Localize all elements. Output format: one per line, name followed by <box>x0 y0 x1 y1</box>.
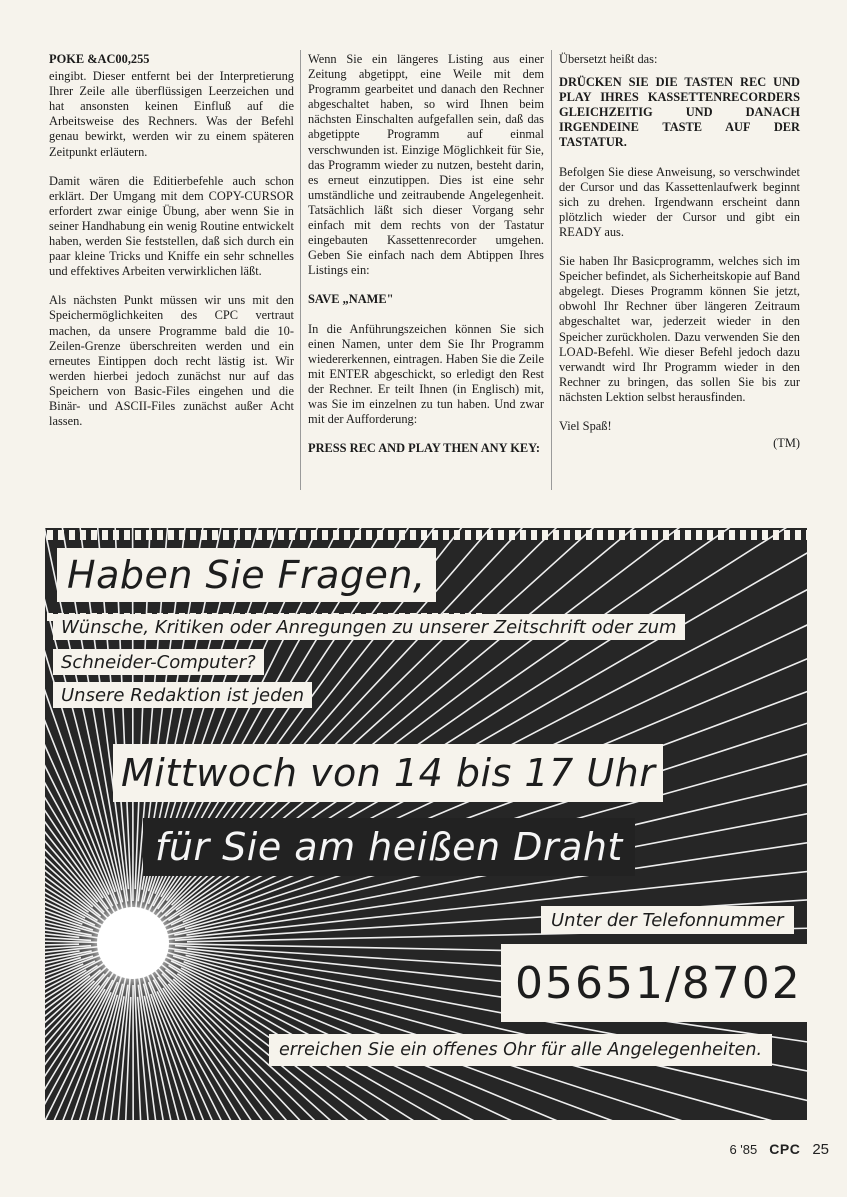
tick-mark <box>245 530 251 540</box>
issue-label: 6 '85 <box>729 1142 758 1157</box>
tick-mark <box>751 530 757 540</box>
tick-mark <box>707 530 713 540</box>
paragraph: Übersetzt heißt das: <box>559 52 658 66</box>
ad-line: erreichen Sie ein offenes Ohr für alle Angelegenheiten. <box>269 1034 772 1066</box>
tick-mark <box>201 530 207 540</box>
computer-prompt: PRESS REC AND PLAY THEN ANY KEY: <box>308 441 541 456</box>
column-divider <box>551 50 552 490</box>
tick-mark <box>674 530 680 540</box>
tick-mark <box>630 530 636 540</box>
closing-line: Viel Spaß! <box>559 418 612 433</box>
tick-mark <box>58 530 64 540</box>
tick-mark <box>267 530 273 540</box>
tick-mark <box>432 530 438 540</box>
ad-line: Wünsche, Kritiken oder Anregungen zu unserer Zeitschrift oder zum <box>53 614 685 640</box>
page-number: 25 <box>812 1141 829 1158</box>
tick-mark <box>454 530 460 540</box>
tick-mark <box>476 530 482 540</box>
tick-mark <box>619 530 625 540</box>
ad-hotline-line: für Sie am heißen Draht <box>143 818 635 876</box>
tick-mark <box>465 530 471 540</box>
tick-mark <box>146 530 152 540</box>
tick-mark <box>806 530 807 540</box>
tick-mark <box>179 530 185 540</box>
tick-mark <box>740 530 746 540</box>
tick-mark <box>212 530 218 540</box>
tick-mark <box>190 530 196 540</box>
tick-mark <box>553 530 559 540</box>
tick-mark <box>355 530 361 540</box>
tick-mark <box>487 530 493 540</box>
paragraph: Damit wären die Editierbefehle auch schon erklärt. Der Umgang mit dem COPY-CURSOR erfordert zwar einige Übung, aber wenn Sie in seiner Handhabung ein wenig Routine entwickelt haben, werden Sie feststellen, daß sich durch ein paar kleine Tricks und Kniffe ein sehr schnelles und effektives Arbeiten verwirklichen läßt. <box>49 173 294 279</box>
article-column-3 <box>559 52 800 465</box>
hotline-advertisement <box>45 528 807 1120</box>
tick-mark <box>289 530 295 540</box>
tick-mark <box>608 530 614 540</box>
tick-mark <box>531 530 537 540</box>
paragraph: eingibt. Dieser entfernt bei der Interpretierung Ihrer Zeile alle überflüssigen Leerzeichen und hat ansonsten keinen Einfluß auf die Arbeitsweise des Rechners. Was der Befehl genau bewirkt, werden wir zu einem späteren Zeitpunkt erläutern. <box>49 69 294 159</box>
paragraph: Als nächsten Punkt müssen wir uns mit den Speichermöglichkeiten des CPC vertraut machen, da unsere Programme bald die 10-Zeilen-Grenze überschreiten werden und ein erneutes Eintippen doch recht lästig ist. Wir werden hierbei jedoch zunächst nur auf das Speichern von Basic-Files eingehen und die Binär- und ASCII-Files zunächst außer Acht lassen. <box>49 293 294 429</box>
ad-line: Unsere Redaktion ist jeden <box>53 682 312 708</box>
article-column-2 <box>308 52 544 470</box>
tick-mark <box>784 530 790 540</box>
tick-mark <box>69 530 75 540</box>
tick-border-top <box>45 528 807 542</box>
tick-mark <box>113 530 119 540</box>
tick-mark <box>124 530 130 540</box>
tick-mark <box>300 530 306 540</box>
tick-mark <box>47 530 53 540</box>
column-divider <box>300 50 301 490</box>
tick-mark <box>520 530 526 540</box>
translated-prompt: DRÜCKEN SIE DIE TASTEN REC UND PLAY IHRES KASSETTENRECORDERS GLEICHZEITIG UND DANACH IRGENDEINE TASTE AUF DER TASTATUR. <box>559 75 800 150</box>
tick-mark <box>729 530 735 540</box>
paragraph: Befolgen Sie diese Anweisung, so verschwindet der Cursor und das Kassettenlaufwerk beginnt sich zu drehen. Irgendwann erscheint dann plötzlich wieder der Cursor und gibt ein READY aus. <box>559 164 800 239</box>
tick-mark <box>80 530 86 540</box>
tick-mark <box>333 530 339 540</box>
tick-mark <box>652 530 658 540</box>
tick-mark <box>377 530 383 540</box>
tick-mark <box>509 530 515 540</box>
tick-mark <box>641 530 647 540</box>
magazine-logo: CPC <box>769 1141 801 1157</box>
tick-mark <box>564 530 570 540</box>
tick-mark <box>344 530 350 540</box>
tick-mark <box>410 530 416 540</box>
tick-mark <box>168 530 174 540</box>
tick-mark <box>102 530 108 540</box>
tick-mark <box>685 530 691 540</box>
tick-mark <box>91 530 97 540</box>
tick-mark <box>366 530 372 540</box>
tick-mark <box>388 530 394 540</box>
ad-line: Schneider-Computer? <box>53 649 264 675</box>
tick-mark <box>157 530 163 540</box>
tick-mark <box>718 530 724 540</box>
tick-mark <box>542 530 548 540</box>
tick-mark <box>256 530 262 540</box>
tick-mark <box>443 530 449 540</box>
paragraph: In die Anführungszeichen können Sie sich einen Namen, unter dem Sie Ihr Programm wiedererkennen, eintragen. Haben Sie die Zeile mit ENTER abgeschickt, so erledigt den Rest der Rechner. Er teilt Ihnen (in Englisch) mit, was Sie im einzelnen zu tun haben. Und zwar mit der Aufforderung: <box>308 321 544 427</box>
code-line-save: SAVE „NAME" <box>308 292 394 307</box>
tick-mark <box>135 530 141 540</box>
page-footer <box>729 1141 829 1158</box>
article-column-1 <box>49 52 294 443</box>
code-line-poke: POKE &AC00,255 <box>49 52 150 66</box>
tick-mark <box>762 530 768 540</box>
tick-mark <box>586 530 592 540</box>
ad-headline: Haben Sie Fragen, <box>57 548 436 602</box>
tick-mark <box>234 530 240 540</box>
ad-day-time: Mittwoch von 14 bis 17 Uhr <box>113 744 663 802</box>
tick-mark <box>795 530 801 540</box>
tick-mark <box>575 530 581 540</box>
tick-mark <box>311 530 317 540</box>
tick-mark <box>597 530 603 540</box>
ad-line: Unter der Telefonnummer <box>541 906 794 934</box>
paragraph: Wenn Sie ein längeres Listing aus einer Zeitung abgetippt, eine Weile mit dem Programm gearbeitet und danach den Rechner abgeschaltet haben, so wird Ihnen beim nächsten Einschalten aufgefallen sein, daß das abgetippte Programm auf einmal verschwunden ist. Einzige Möglichkeit für Sie, das Programm wieder zu nutzen, besteht darin, es erneut einzutippen. Dies ist eine sehr umständliche und zeitraubende Angelegenheit. Tatsächlich läßt sich dieser Vorgang sehr einfach mit dem rechts von der Tastatur eingebauten Kassettenrecorder umgehen. Geben Sie einfach nach dem Abtippen Ihres Listings ein: <box>308 52 544 278</box>
author-initials: (TM) <box>773 436 800 451</box>
tick-mark <box>223 530 229 540</box>
tick-mark <box>322 530 328 540</box>
tick-mark <box>663 530 669 540</box>
tick-mark <box>498 530 504 540</box>
tick-mark <box>399 530 405 540</box>
tick-mark <box>773 530 779 540</box>
tick-mark <box>278 530 284 540</box>
paragraph: Sie haben Ihr Basicprogramm, welches sich im Speicher befindet, als Sicherheitskopie auf Band abgelegt. Dieses Programm können Sie jetzt, obwohl Ihr Rechner über längeren Zeitraum abgeschaltet war, jederzeit wieder in den Speicher zurückholen. Dazu verwenden Sie den LOAD-Befehl. Wie dieser Befehl jedoch dazu verwandt wird Ihr Programm wieder in den Rechner zu bringen, das sollen Sie bis zur nächsten Lektion selbst herausfinden. <box>559 254 800 404</box>
tick-mark <box>696 530 702 540</box>
tick-mark <box>421 530 427 540</box>
phone-number: 05651/8702 <box>501 944 807 1022</box>
